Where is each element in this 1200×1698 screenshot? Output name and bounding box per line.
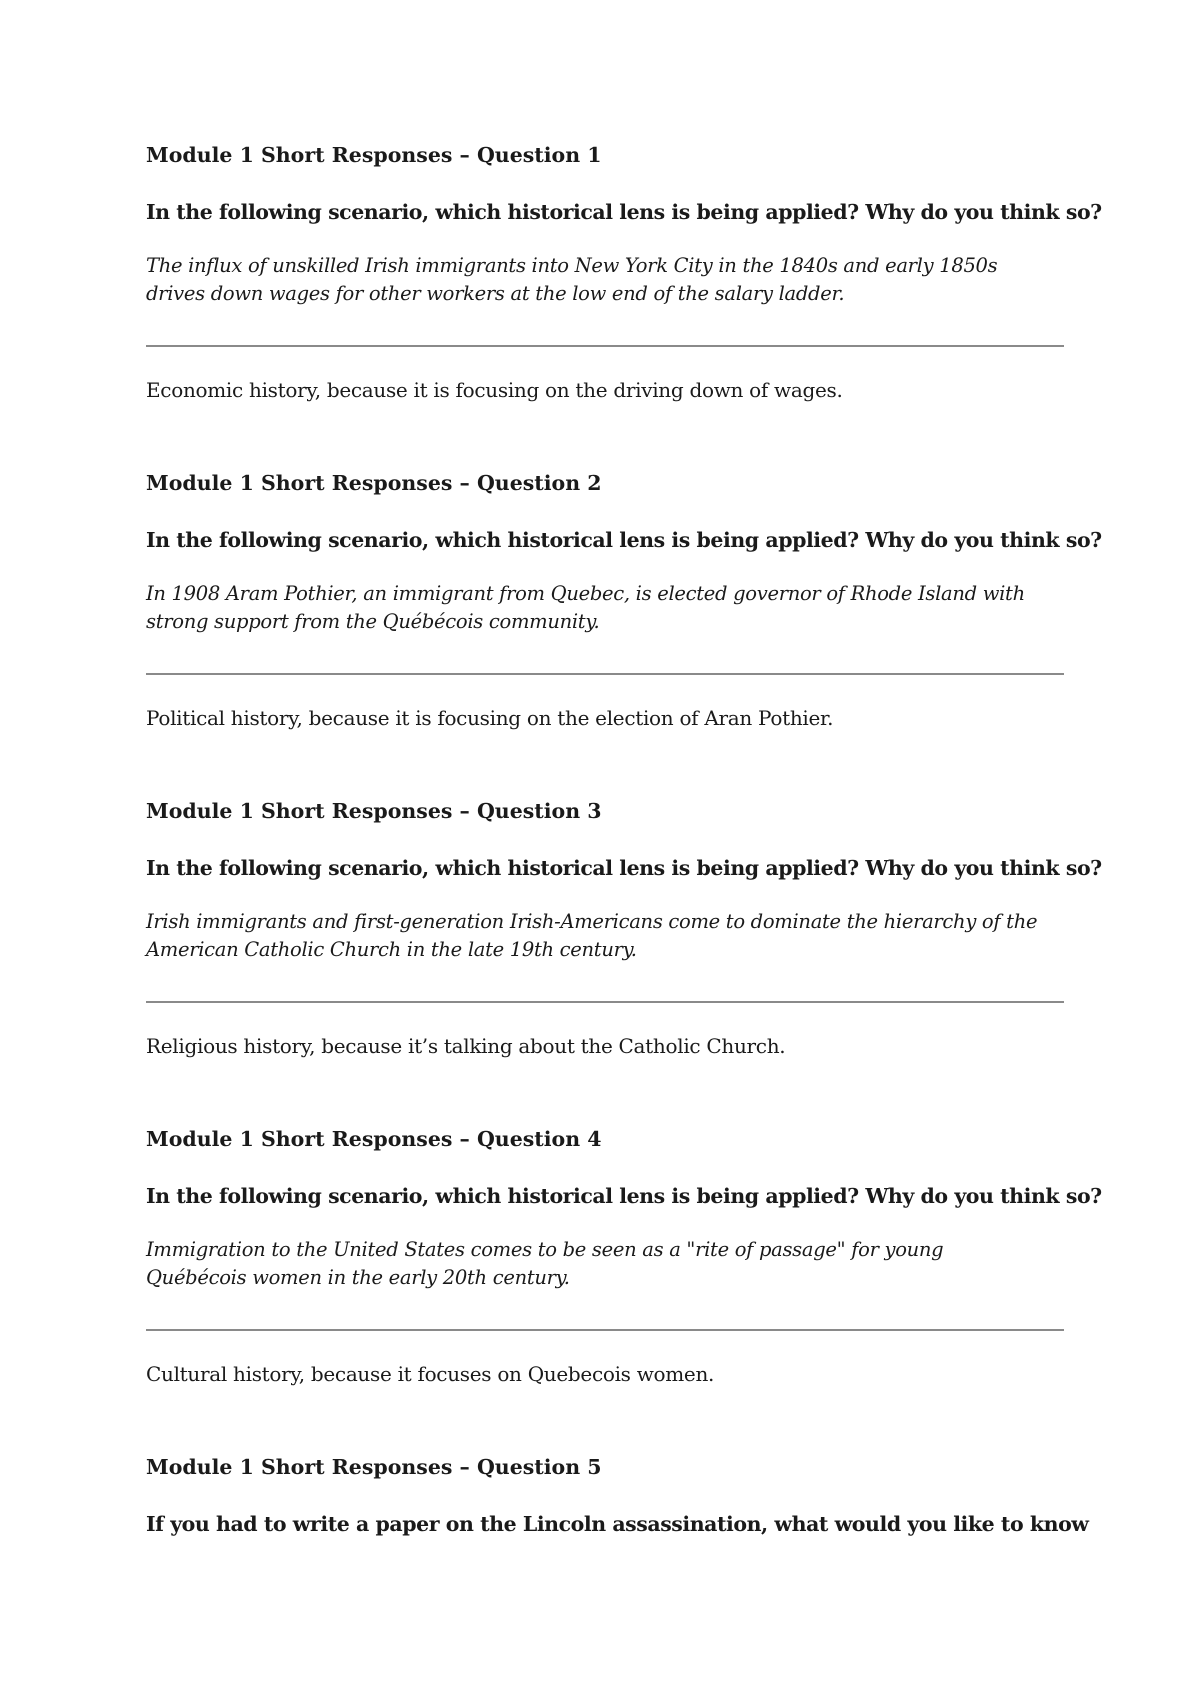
scenario-line: In 1908 Aram Pothier, an immigrant from Quebec, is elected governor of Rhode Island with <box>146 582 1025 605</box>
question-heading: Module 1 Short Responses – Question 5 <box>146 1455 602 1479</box>
question-block-2 <box>146 468 1102 796</box>
scenario-line: drives down wages for other workers at the low end of the salary ladder. <box>146 282 845 305</box>
question-prompt: In the following scenario, which historical lens is being applied? Why do you think so? <box>146 528 1102 552</box>
answer-text[interactable]: Religious history, because it’s talking about the Catholic Church. <box>146 1034 786 1058</box>
scenario-line: Immigration to the United States comes to be seen as a "rite of passage" for young <box>146 1238 944 1261</box>
question-heading: Module 1 Short Responses – Question 3 <box>146 799 602 823</box>
scenario-text <box>146 580 1066 636</box>
question-prompt: In the following scenario, which historical lens is being applied? Why do you think so? <box>146 856 1102 880</box>
answer-text[interactable]: Political history, because it is focusing on the election of Aran Pothier. <box>146 706 834 730</box>
question-heading: Module 1 Short Responses – Question 2 <box>146 471 602 495</box>
answer-divider <box>146 673 1064 675</box>
answer-divider <box>146 1329 1064 1331</box>
question-heading: Module 1 Short Responses – Question 4 <box>146 1127 602 1151</box>
question-prompt: In the following scenario, which historical lens is being applied? Why do you think so? <box>146 200 1102 224</box>
scenario-text <box>146 252 1066 308</box>
scenario-line: Québécois women in the early 20th century. <box>146 1266 570 1289</box>
scenario-text <box>146 1236 1066 1292</box>
scenario-line: American Catholic Church in the late 19th century. <box>146 938 637 961</box>
scenario-line: The influx of unskilled Irish immigrants into New York City in the 1840s and early 1850s <box>146 254 998 277</box>
question-prompt: In the following scenario, which historical lens is being applied? Why do you think so? <box>146 1184 1102 1208</box>
answer-text[interactable]: Economic history, because it is focusing on the driving down of wages. <box>146 378 843 402</box>
question-block-4 <box>146 1124 1102 1452</box>
scenario-line: Irish immigrants and first-generation Irish-Americans come to dominate the hierarchy of the <box>146 910 1038 933</box>
answer-text[interactable]: Cultural history, because it focuses on Quebecois women. <box>146 1362 715 1386</box>
document-body <box>146 140 1102 1564</box>
question-block-1 <box>146 140 1102 468</box>
question-block-5 <box>146 1452 1089 1539</box>
question-block-3 <box>146 796 1102 1124</box>
answer-divider <box>146 345 1064 347</box>
scenario-text <box>146 908 1066 964</box>
answer-divider <box>146 1001 1064 1003</box>
scenario-line: strong support from the Québécois community. <box>146 610 600 633</box>
question-prompt: If you had to write a paper on the Lincoln assassination, what would you like to know <box>146 1512 1089 1536</box>
question-heading: Module 1 Short Responses – Question 1 <box>146 143 602 167</box>
